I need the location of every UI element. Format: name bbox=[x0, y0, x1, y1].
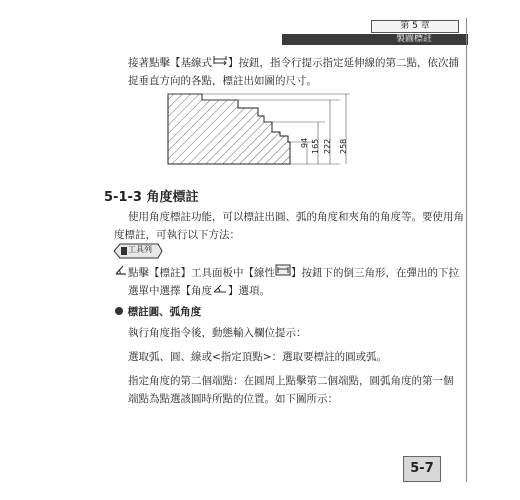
bullet-heading bbox=[114, 304, 201, 319]
dimension-figure bbox=[150, 92, 380, 172]
para3-line2 bbox=[128, 282, 270, 300]
section-title: 角度標註 bbox=[146, 190, 199, 205]
para4-line2: 選取弧、圓、線或<指定頂點>：選取要標註的圓或弧。 bbox=[128, 351, 388, 363]
para3-text-d: 】選項。 bbox=[228, 285, 270, 297]
page-number: 5-7 bbox=[403, 456, 441, 482]
para2-line2: 度標註，可執行以下方法： bbox=[114, 229, 240, 241]
chapter-label: 第 5 章 bbox=[371, 20, 459, 33]
para3-line1 bbox=[114, 264, 459, 282]
angle-dim-icon bbox=[114, 264, 128, 282]
para4-line3: 指定角度的第二個端點：在圓周上點擊第二個端點，圓弧角度的第一個 bbox=[128, 375, 454, 387]
margin-rule bbox=[466, 18, 467, 482]
section-heading bbox=[104, 186, 198, 205]
dim-258: 258 bbox=[339, 138, 348, 154]
bullet-title: 標註圓、弧角度 bbox=[127, 306, 202, 318]
para2-line1: 使用角度標註功能，可以標註出圓、弧的角度和夾角的角度等。要使用角 bbox=[128, 211, 464, 223]
linear-dimension-icon bbox=[275, 264, 291, 282]
para4-line4: 端點為點選該圓時所點的位置。如下圖所示： bbox=[128, 393, 338, 405]
section-number: 5-1-3 bbox=[104, 190, 142, 205]
para1-text-b: 】按鈕，指令行提示指定延伸線的第二點，依次捕 bbox=[228, 57, 459, 69]
para1-text-a: 接著點擊【基線式 bbox=[128, 57, 212, 69]
para3-text-c: 選單中選擇【角度 bbox=[128, 285, 212, 297]
dim-94: 94 bbox=[300, 137, 309, 148]
para1-line1 bbox=[128, 54, 459, 72]
para4-line1: 執行角度指令後，動態輸入欄位提示： bbox=[128, 327, 307, 339]
chapter-subtitle: 製圖標註 bbox=[395, 34, 432, 44]
bullet-circle-icon bbox=[114, 306, 124, 319]
dim-165: 165 bbox=[311, 138, 320, 154]
para3-text-a: 點擊【標註】工具面板中【線性 bbox=[128, 267, 275, 279]
dim-222: 222 bbox=[323, 138, 332, 154]
para3-text-b: 】按鈕下的倒三角形，在彈出的下拉 bbox=[291, 267, 459, 279]
angular-icon bbox=[212, 282, 228, 300]
method-badge bbox=[112, 242, 164, 260]
badge-label: 工具列 bbox=[128, 245, 152, 254]
para1-line2: 捉垂直方向的各點，標註出如圖的尺寸。 bbox=[128, 75, 317, 87]
baseline-dimension-icon bbox=[212, 54, 228, 72]
